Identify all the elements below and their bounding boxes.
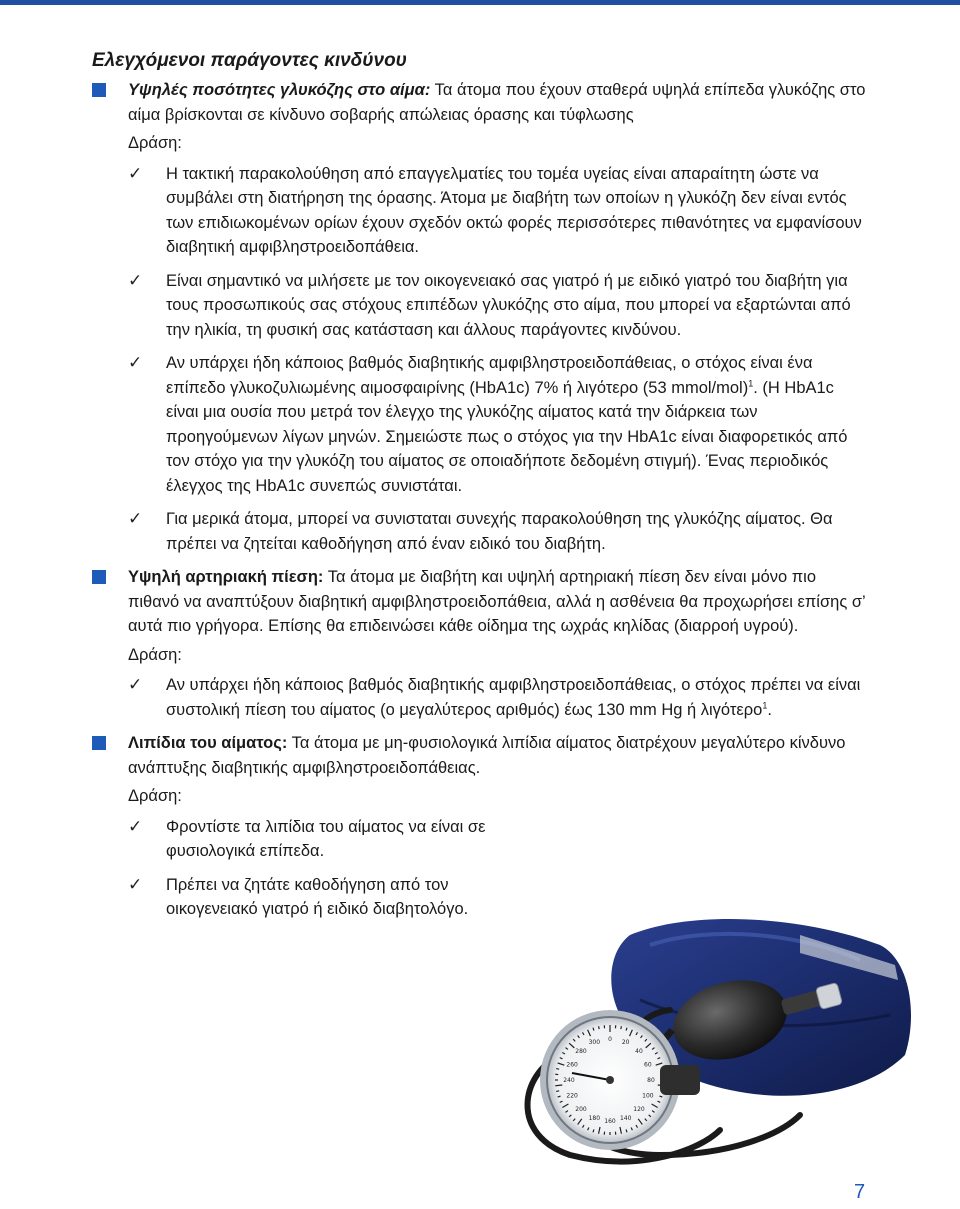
section-lipids	[92, 731, 867, 922]
section-intro	[128, 565, 867, 639]
action-list	[128, 673, 867, 722]
list-item-text-b: . (Η HbA1c είναι μια ουσία που μετρά τον έλεγχο της γλυκόζης αίματος κατά την διάρκεια των προηγούμενων λίγων μηνών. Σημειώστε πως ο στόχος για την HbA1c είναι διαφορετικός από τον στόχο για την γλυκόζη του αίματος σε οποιαδήποτε δεδομένη στιγμή). Ένας περιοδικός έλεγχος της HbA1c συνεπώς συνιστάται.	[166, 378, 848, 495]
list-item-text: Για μερικά άτομα, μπορεί να συνισταται συνεχής παρακολούθηση της γλυκόζης αίματος. Θα πρέπει να ζητείται καθοδήγηση από έναν ειδικό του διαβήτη.	[166, 510, 833, 553]
gauge-tick	[556, 1091, 559, 1092]
checkmark-icon: ✓	[128, 816, 143, 837]
section-lead: Λιπίδια του αίματος:	[128, 734, 288, 752]
section-lead: Υψηλές ποσότητες γλυκόζης στο αίμα:	[128, 81, 431, 99]
list-item	[128, 351, 867, 498]
list-item	[128, 507, 867, 556]
list-item-text-a: Αν υπάρχει ήδη κάποιος βαθμός διαβητικής αμφιβληστροειδοπάθειας, ο στόχος πρέπει να είναι συστολική πίεση του αίματος (ο μεγαλύτερος αριθμός) έως 130 mm Hg ή λιγότερο	[166, 676, 861, 719]
list-item-text-b: .	[767, 700, 772, 719]
section-glucose	[92, 78, 867, 556]
square-bullet-icon	[92, 736, 106, 750]
checkmark-icon: ✓	[128, 270, 143, 291]
gauge-tick	[556, 1069, 559, 1070]
footnote-ref: 1	[762, 700, 768, 710]
section-blood-pressure	[92, 565, 867, 722]
gauge-number: 120	[633, 1105, 645, 1113]
action-list	[128, 162, 867, 557]
checkmark-icon: ✓	[128, 509, 143, 529]
gauge-number: 20	[621, 1039, 630, 1047]
action-label: Δράση:	[128, 134, 182, 152]
gauge-number: 200	[575, 1105, 587, 1113]
gauge-tick	[555, 1085, 562, 1086]
action-label: Δράση:	[128, 787, 182, 805]
square-bullet-icon	[92, 570, 106, 584]
gauge-number: 140	[619, 1114, 632, 1122]
page-content	[92, 50, 867, 931]
section-intro	[128, 78, 867, 127]
list-item-text: Πρέπει να ζητάτε καθοδήγηση από τον οικογενειακό γιατρό ή ειδικό διαβητολόγο.	[166, 875, 469, 918]
list-item	[128, 873, 486, 922]
gauge-number: 160	[604, 1118, 616, 1125]
gauge-number: 260	[566, 1061, 578, 1069]
checkmark-icon: ✓	[128, 874, 143, 895]
section-text: Τα άτομα με διαβήτη και υψηλή αρτηριακή πίεση δεν είναι μόνο πιο πιθανό να αναπτύξουν διαβητική αμφιβληστροειδοπάθεια, αλλά η ασθένεια θα προχωρήσει επίσης σ’ αυτά πιο γρήγορα. Επίσης θα επιδεινώσει κάθε οίδημα της ωχράς κηλίδας (διαρροή υγρού).	[128, 568, 866, 635]
checkmark-icon: ✓	[128, 163, 143, 184]
gauge-number: 220	[566, 1092, 578, 1100]
gauge-tick	[621, 1026, 622, 1029]
footnote-ref: 1	[748, 378, 754, 388]
list-item-text: Η τακτική παρακολούθηση από επαγγελματίες του τομέα υγείας είναι απαραίτητη ώστε να συμβάλει στη διατήρηση της όρασης. Άτομα με διαβήτη των οποίων η γλυκόζη δεν είναι εντός των επιδιωκομένων ορίων έχουν σχεδόν οκτώ φορές περισσότερες πιθανότητες να εμφανίσουν διαβητική αμφιβληστροειδοπάθεια.	[166, 164, 862, 256]
checkmark-icon: ✓	[128, 353, 143, 373]
action-label: Δράση:	[128, 645, 182, 664]
gauge-number: 0	[608, 1036, 612, 1043]
list-item-text: Φροντίστε τα λιπίδια του αίματος να είναι σε φυσιολογικά επίπεδα.	[166, 817, 486, 860]
list-item	[128, 269, 867, 343]
page-title: Ελεγχόμενοι παράγοντες κινδύνου	[92, 50, 407, 71]
blood-pressure-monitor-image	[500, 905, 920, 1175]
page-number: 7	[854, 1181, 866, 1203]
section-intro	[128, 731, 867, 780]
section-lead: Υψηλή αρτηριακή πίεση:	[128, 568, 324, 586]
gauge-number: 240	[563, 1077, 575, 1084]
gauge-number: 180	[588, 1114, 601, 1122]
gauge-number: 60	[644, 1061, 652, 1069]
gauge-number: 300	[588, 1039, 601, 1047]
list-item	[128, 673, 867, 722]
gauge-number: 280	[575, 1048, 587, 1056]
gauge-number: 80	[647, 1077, 655, 1084]
list-item	[128, 815, 486, 864]
top-accent-bar	[0, 0, 960, 5]
list-item-text: Είναι σημαντικό να μιλήσετε με τον οικογενειακό σας γιατρό ή με ειδικό γιατρό του διαβήτη για τους προσωπικούς σας στόχους επιπέδων γλυκόζης στο αίμα, που μπορεί να εξαρτώνται από την ηλικία, τη φυσική σας κατάσταση και άλλους παράγοντες κινδύνου.	[166, 271, 851, 339]
gauge-number: 40	[635, 1048, 643, 1056]
gauge-tick	[599, 1026, 600, 1029]
gauge-number: 100	[642, 1092, 654, 1100]
checkmark-icon: ✓	[128, 675, 143, 695]
section-text: Τα άτομα που έχουν σταθερά υψηλά επίπεδα γλυκόζης στο αίμα βρίσκονται σε κίνδυνο σοβαρής απώλειας όρασης και τύφλωσης	[128, 81, 866, 124]
square-bullet-icon	[92, 83, 106, 97]
section-text: Τα άτομα με μη-φυσιολογικά λιπίδια αίματος διατρέχουν μεγαλύτερο κίνδυνο ανάπτυξης διαβητικής αμφιβληστροειδοπάθειας.	[128, 734, 846, 777]
list-item-text-a: Αν υπάρχει ήδη κάποιος βαθμός διαβητικής αμφιβληστροειδοπάθειας, ο στόχος είναι ένα επίπεδο γλυκοζυλιωμένης αιμοσφαιρίνης (HbA1c) 7% ή λιγότερο (53 mmol/mol)	[166, 354, 813, 397]
list-item	[128, 162, 867, 260]
